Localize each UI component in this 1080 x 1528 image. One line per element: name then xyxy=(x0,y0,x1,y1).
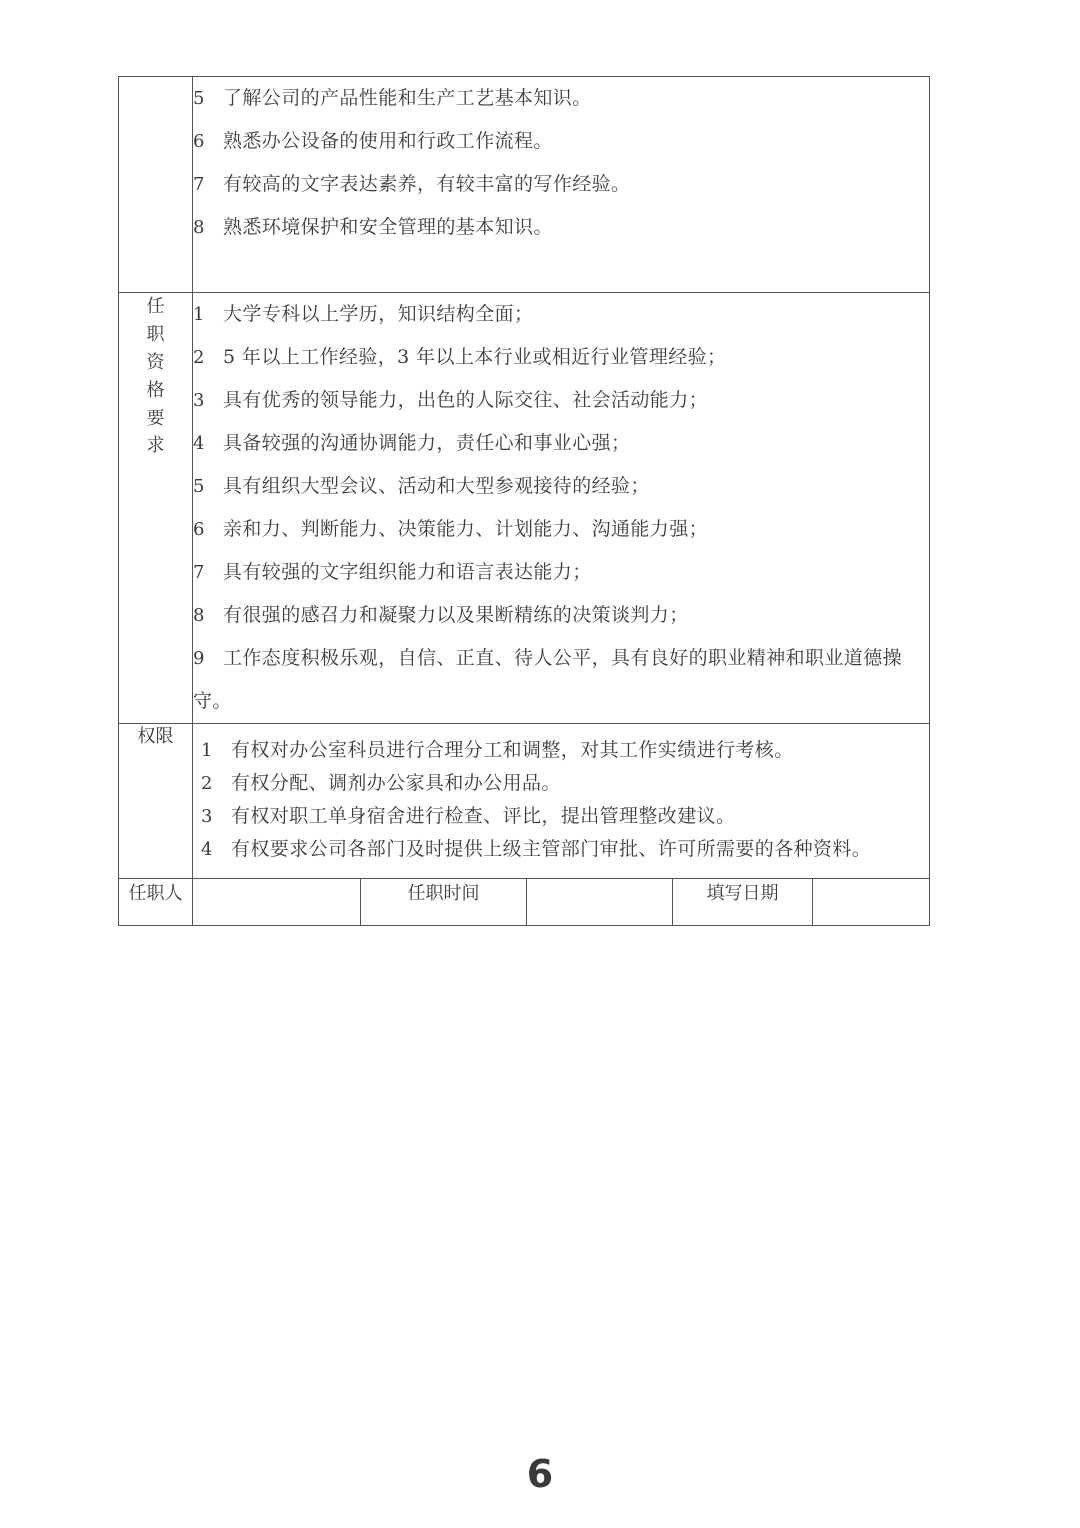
list-item-text: 有很强的感召力和凝聚力以及果断精练的决策谈判力； xyxy=(223,604,689,626)
list-item-number: 1 xyxy=(201,740,213,761)
row-label-knowledge xyxy=(119,77,193,293)
incumbent-value-field[interactable] xyxy=(193,879,361,926)
list-item-number: 3 xyxy=(193,390,205,411)
list-item xyxy=(201,734,919,767)
list-item-number: 7 xyxy=(193,562,205,583)
list-item-number: 4 xyxy=(193,433,205,454)
list-item-text: 熟悉办公设备的使用和行政工作流程。 xyxy=(223,130,553,152)
list-item-text: 具有优秀的领导能力，出色的人际交往、社会活动能力； xyxy=(223,389,709,411)
list-item-text: 具备较强的沟通协调能力，责任心和事业心强； xyxy=(223,432,631,454)
list-item-text: 有权分配、调剂办公家具和办公用品。 xyxy=(231,772,561,794)
list-item xyxy=(201,800,919,833)
list-item-number: 6 xyxy=(193,519,205,540)
list-item-text: 有权对职工单身宿舍进行检查、评比，提出管理整改建议。 xyxy=(231,805,736,827)
fill-date-label: 填写日期 xyxy=(673,879,813,926)
list-item xyxy=(193,163,929,206)
list-item-number: 4 xyxy=(201,839,213,860)
list-item-text: 有权要求公司各部门及时提供上级主管部门审批、许可所需要的各种资料。 xyxy=(231,838,872,860)
list-item-number: 5 xyxy=(193,476,205,497)
list-item-text: 5 年以上工作经验，3 年以上本行业或相近行业管理经验； xyxy=(223,346,727,368)
list-item xyxy=(193,637,929,723)
list-item-text: 具有较强的文字组织能力和语言表达能力； xyxy=(223,561,592,583)
list-item-text: 了解公司的产品性能和生产工艺基本知识。 xyxy=(223,87,592,109)
vertical-label-char: 资 xyxy=(146,351,165,373)
list-item xyxy=(193,508,929,551)
list-item-number: 5 xyxy=(193,88,205,109)
vertical-label-char: 职 xyxy=(146,323,165,345)
knowledge-item-list xyxy=(193,77,929,292)
list-item-number: 9 xyxy=(193,648,205,669)
incumbent-label: 任职人 xyxy=(119,879,193,926)
list-item-text: 亲和力、判断能力、决策能力、计划能力、沟通能力强； xyxy=(223,518,709,540)
authority-item-list xyxy=(201,734,919,866)
list-item xyxy=(193,206,929,249)
list-item xyxy=(193,293,929,336)
list-item-text: 具有组织大型会议、活动和大型参观接待的经验； xyxy=(223,475,650,497)
fill-date-value-field[interactable] xyxy=(813,879,930,926)
vertical-label-char: 要 xyxy=(146,407,165,429)
list-item xyxy=(193,77,929,120)
list-item-number: 1 xyxy=(193,304,205,325)
vertical-label-char: 求 xyxy=(146,435,165,457)
start-date-label: 任职时间 xyxy=(361,879,527,926)
list-item-number: 2 xyxy=(193,347,205,368)
table-row-knowledge-continued xyxy=(119,77,930,293)
list-item xyxy=(193,594,929,637)
list-item-number: 6 xyxy=(193,131,205,152)
vertical-label-char: 任 xyxy=(146,296,165,317)
qualifications-item-list xyxy=(193,293,929,723)
table-row-authority xyxy=(119,724,930,879)
list-item-number: 2 xyxy=(201,773,213,794)
start-date-value-field[interactable] xyxy=(527,879,673,926)
list-item xyxy=(193,422,929,465)
job-description-table xyxy=(118,76,930,926)
row-label-qualifications-text xyxy=(147,293,165,460)
row-label-authority-text: 权限 xyxy=(137,726,174,747)
row-content-authority xyxy=(193,724,930,879)
list-item-number: 8 xyxy=(193,217,205,238)
list-item-number: 8 xyxy=(193,605,205,626)
list-item xyxy=(193,379,929,422)
list-item-text: 工作态度积极乐观，自信、正直、待人公平，具有良好的职业精神和职业道德操守。 xyxy=(193,647,903,712)
list-item xyxy=(193,120,929,163)
list-item-spacer xyxy=(193,249,929,292)
row-label-qualifications xyxy=(119,293,193,724)
list-item xyxy=(193,336,929,379)
list-item xyxy=(201,833,919,866)
list-item-text: 大学专科以上学历，知识结构全面； xyxy=(223,303,534,325)
list-item xyxy=(193,465,929,508)
vertical-label-char: 格 xyxy=(146,379,165,401)
list-item xyxy=(201,767,919,800)
list-item-number: 7 xyxy=(193,174,205,195)
table-row-qualifications xyxy=(119,293,930,724)
row-content-qualifications xyxy=(193,293,930,724)
page-number: 6 xyxy=(526,1452,554,1496)
list-item-number: 3 xyxy=(201,806,213,827)
row-label-authority xyxy=(119,724,193,879)
list-item-text: 熟悉环境保护和安全管理的基本知识。 xyxy=(223,216,553,238)
row-content-knowledge xyxy=(193,77,930,293)
table-row-signature xyxy=(119,879,930,926)
list-item xyxy=(193,551,929,594)
list-item-text: 有权对办公室科员进行合理分工和调整，对其工作实绩进行考核。 xyxy=(231,739,794,761)
list-item-text: 有较高的文字表达素养，有较丰富的写作经验。 xyxy=(223,173,631,195)
